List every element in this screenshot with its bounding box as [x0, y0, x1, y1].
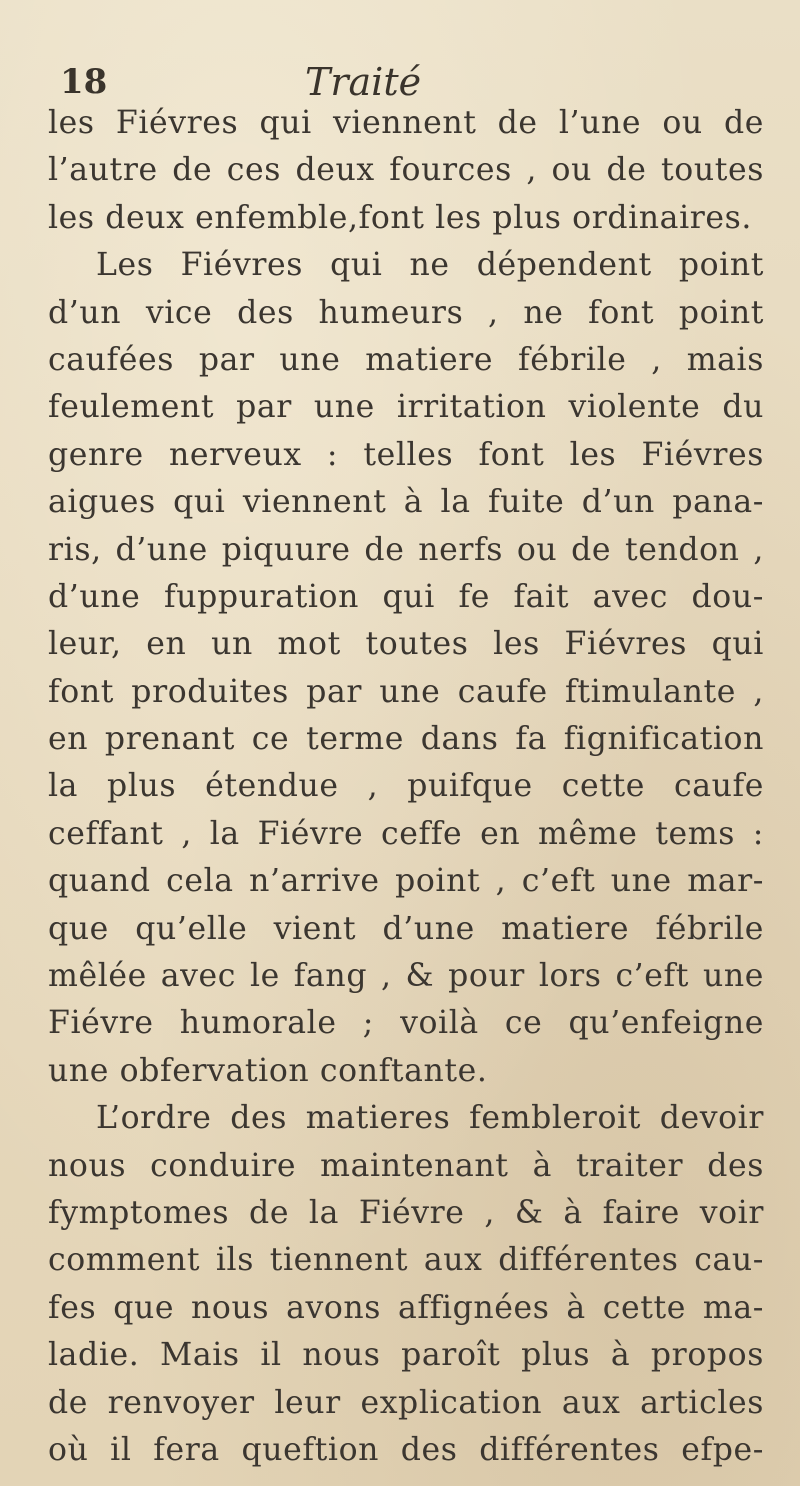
text-line: la plus étendue , puifque cette caufe	[48, 768, 764, 805]
text-line: Fiévre humorale ; voilà ce qu’enfeigne	[48, 1005, 764, 1042]
text-line: que qu’elle vient d’une matiere fébrile	[48, 910, 764, 947]
text-line: d’un vice des humeurs , ne font point	[48, 294, 764, 331]
text-line: leur, en un mot toutes les Fiévres qui	[48, 626, 764, 663]
text-line: aigues qui viennent à la fuite d’un pana-	[48, 484, 764, 521]
text-line: nous conduire maintenant à traiter des	[48, 1147, 764, 1184]
text-line: l’autre de ces deux fources , ou de toutes	[48, 152, 764, 189]
text-line: les Fiévres qui viennent de l’une ou de	[48, 105, 764, 141]
text-line: feulement par une irritation violente du	[48, 389, 764, 426]
text-line: genre nerveux : telles font les Fiévres	[48, 436, 764, 473]
text-line: de renvoyer leur explication aux articles	[48, 1384, 764, 1421]
text-line: ladie. Mais il nous paroît plus à propos	[48, 1337, 764, 1374]
text-line: d’une fuppuration qui fe fait avec dou-	[48, 578, 764, 615]
text-line: Les Fiévres qui ne dépendent point	[96, 247, 764, 284]
text-line: ris, d’une piquure de nerfs ou de tendon ,	[48, 531, 764, 568]
text-line: font produites par une caufe ftimulante ,	[48, 673, 764, 710]
text-line: en prenant ce terme dans fa fignification	[48, 721, 764, 758]
text-line: quand cela n’arrive point , c’eft une mar-	[48, 863, 764, 900]
text-line: les deux enfemble,font les plus ordinaires.	[48, 199, 753, 236]
page-number: 18	[60, 62, 108, 102]
text-line: caufées par une matiere fébrile , mais	[48, 341, 764, 378]
text-line: une obfervation conftante.	[48, 1052, 488, 1089]
running-head: Traité	[305, 60, 422, 104]
body-text	[48, 100, 764, 1474]
text-line: L’ordre des matieres fembleroit devoir	[96, 1100, 764, 1137]
text-line: comment ils tiennent aux différentes cau-	[48, 1242, 764, 1279]
text-line: fymptomes de la Fiévre , & à faire voir	[48, 1194, 764, 1231]
text-line: fes que nous avons affignées à cette ma-	[48, 1289, 764, 1326]
text-line: ceffant , la Fiévre ceffe en même tems :	[48, 815, 764, 852]
text-line: où il fera queftion des différentes efpe-	[48, 1431, 764, 1468]
text-line: mêlée avec le fang , & pour lors c’eft une	[48, 958, 764, 995]
